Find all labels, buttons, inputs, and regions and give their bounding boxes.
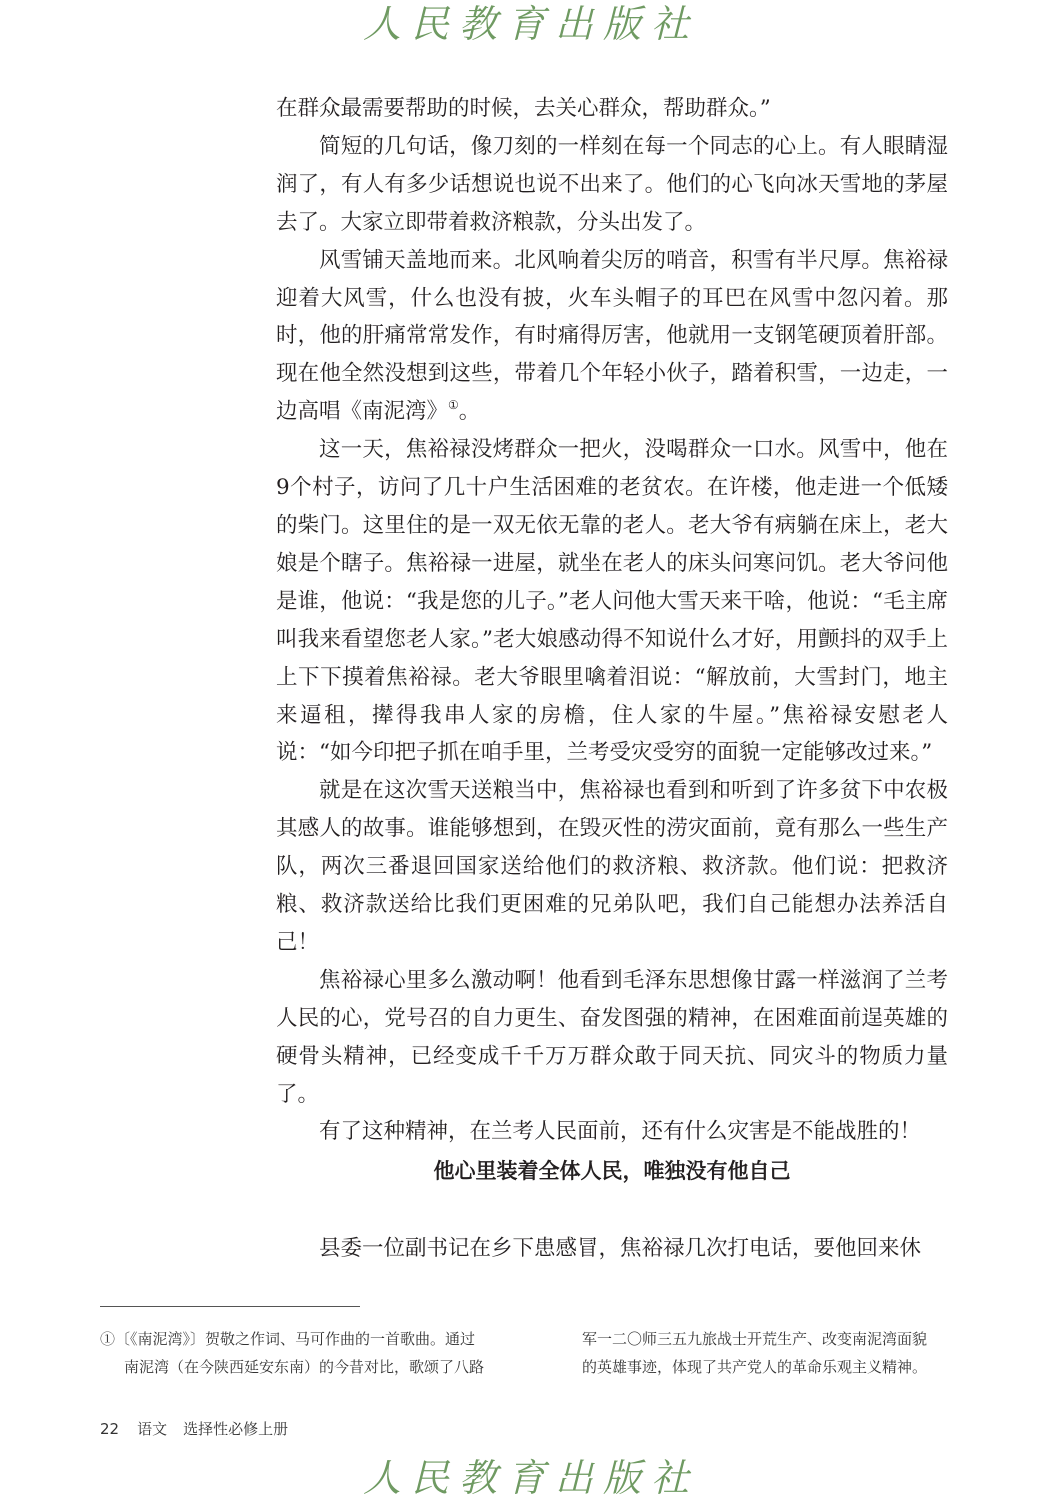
paragraph: 简短的几句话，像刀刻的一样刻在每一个同志的心上。有人眼睛湿润了，有人有多少话想说也说不出来了。他们的心飞向冰天雪地的茅屋去了。大家立即带着救济粮款，分头出发了。 [276, 133, 948, 235]
page-number: 22 [100, 1420, 120, 1438]
paragraph: 在群众最需要帮助的时候，去关心群众，帮助群众。” [276, 96, 771, 121]
footnote-line: 军一二〇师三五九旅战士开荒生产、改变南泥湾面貌 [582, 1330, 928, 1348]
book-title: 选择性必修上册 [183, 1420, 289, 1438]
footnote-divider [100, 1306, 360, 1307]
footnote-column-left [100, 1325, 500, 1381]
footnote-column-right [582, 1325, 950, 1381]
paragraph: 这一天，焦裕禄没烤群众一把火，没喝群众一口水。风雪中，他在9个村子，访问了几十户生活困难的老贫农。在许楼，他走进一个低矮的柴门。这里住的是一双无依无靠的老人。老大爷有病躺在床上，老大娘是个瞎子。焦裕禄一进屋，就坐在老人的床头问寒问饥。老大爷问他是谁，他说：“我是您的儿子。”老人问他大雪天来干啥，他说：“毛主席叫我来看望您老人家。”老大娘感动得不知说什么才好，用颤抖的双手上上下下摸着焦裕禄。老大爷眼里噙着泪说：“解放前，大雪封门，地主来逼租，撵得我串人家的房檐，住人家的牛屋。”焦裕禄安慰老人说：“如今印把子抓在咱手里，兰考受灾受穷的面貌一定能够改过来。” [276, 437, 948, 766]
publisher-watermark-bottom: 人民教育出版社 [362, 1456, 699, 1500]
paragraph: 有了这种精神，在兰考人民面前，还有什么灾害是不能战胜的！ [319, 1119, 922, 1145]
paragraph-text: 风雪铺天盖地而来。北风响着尖厉的哨音，积雪有半尺厚。焦裕禄迎着大风雪，什么也没有披，火车头帽子的耳巴在风雪中忽闪着。那时，他的肝痛常常发作，有时痛得厉害，他就用一支钢笔硬顶着肝部。现在他全然没想到这些，带着几个年轻小伙子，踏着积雪，一边走，一边高唱《南泥湾》 [276, 247, 948, 425]
footnote-line: 的英雄事迹，体现了共产党人的革命乐观主义精神。 [582, 1358, 928, 1376]
publisher-watermark-top: 人民教育出版社 [362, 2, 699, 46]
footnote-marker[interactable]: ① [448, 398, 459, 413]
paragraph: 就是在这次雪天送粮当中，焦裕禄也看到和听到了许多贫下中农极其感人的故事。谁能够想到，在毁灭性的涝灾面前，竟有那么一些生产队，两次三番退回国家送给他们的救济粮、救济款。他们说：把救济粮、救济款送给比我们更困难的兄弟队吧，我们自己能想办法养活自己！ [276, 778, 948, 955]
paragraph: 焦裕禄心里多么激动啊！他看到毛泽东思想像甘露一样滋润了兰考人民的心，党号召的自力更生、奋发图强的精神，在困难面前逞英雄的硬骨头精神，已经变成千千万万群众敢于同天抗、同灾斗的物质力量了。 [276, 967, 948, 1107]
paragraph-end: 。 [458, 399, 481, 425]
section-heading: 他心里装着全体人民，唯独没有他自己 [433, 1159, 791, 1183]
subject-label: 语文 [137, 1420, 168, 1438]
paragraph: 县委一位副书记在乡下患感冒，焦裕禄几次打电话，要他回来休 [319, 1236, 922, 1261]
paragraph-with-footnote [276, 242, 948, 432]
footnote-line: 南泥湾（在今陕西延安东南）的今昔对比，歌颂了八路 [124, 1358, 485, 1376]
page-footer [100, 1418, 304, 1440]
section-body [276, 1230, 948, 1268]
body-text [276, 90, 948, 1151]
footnote-line: ①〔《南泥湾》〕贺敬之作词、马可作曲的一首歌曲。通过 [100, 1330, 476, 1348]
